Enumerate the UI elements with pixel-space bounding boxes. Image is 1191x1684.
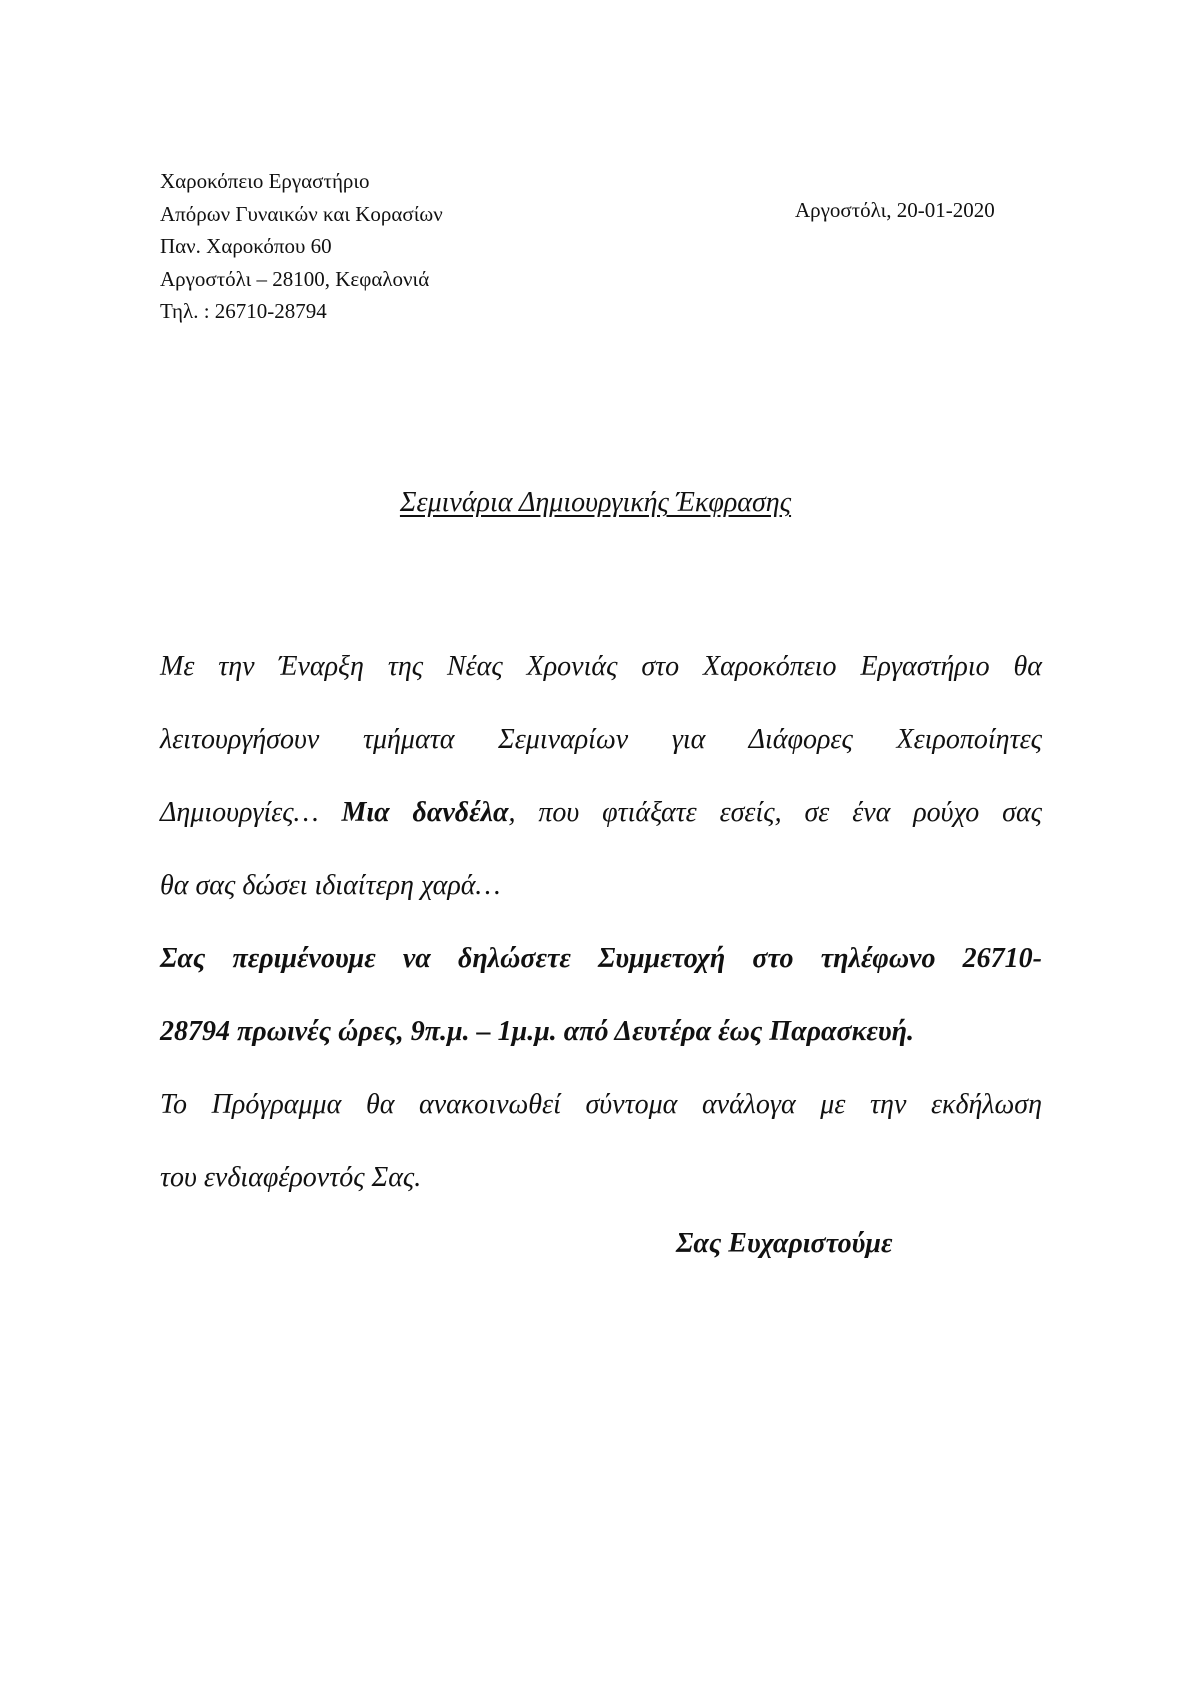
closing-signoff: Σας Ευχαριστούμε (676, 1228, 893, 1259)
highlight-lace: Μια δανδέλα (341, 797, 509, 828)
body-line-3-start: Δημιουργίες… (160, 797, 342, 828)
body-line-8: του ενδιαφέροντός Σας. (160, 1162, 422, 1193)
body-line-7: Το Πρόγραμμα θα ανακοινωθεί σύντομα ανάλογα με την εκδήλωση (160, 1089, 1042, 1120)
body-line-3-end: , που φτιάξατε εσείς, σε ένα ρούχο σας (508, 797, 1042, 828)
body-line-5: Σας περιμένουμε να δηλώσετε Συμμετοχή στο τηλέφωνο 26710- (160, 943, 1042, 974)
body-line-4: θα σας δώσει ιδιαίτερη χαρά… (160, 870, 501, 901)
body-line-2: λειτουργήσουν τμήματα Σεμιναρίων για Διάφορες Χειροποίητες (160, 724, 1042, 755)
body-line-1: Με την Έναρξη της Νέας Χρονιάς στο Χαροκόπειο Εργαστήριο θα (160, 651, 1042, 682)
body-line-3 (160, 776, 1042, 849)
letter-date: Αργοστόλι, 20-01-2020 (795, 198, 995, 222)
sender-phone: Τηλ. : 26710-28794 (160, 299, 327, 323)
sender-city: Αργοστόλι – 28100, Κεφαλονιά (160, 266, 430, 291)
letter-body (160, 630, 1042, 1214)
sender-name: Χαροκόπειο Εργαστήριο (160, 169, 370, 193)
sender-address-block (160, 165, 443, 328)
sender-street: Παν. Χαροκόπου 60 (160, 234, 332, 258)
body-line-6: 28794 πρωινές ώρες, 9π.μ. – 1μ.μ. από Δευτέρα έως Παρασκευή. (160, 1016, 914, 1047)
letter-title: Σεμινάρια Δημιουργικής Έκφρασης (399, 487, 792, 518)
sender-organization: Απόρων Γυναικών και Κορασίων (160, 201, 443, 226)
